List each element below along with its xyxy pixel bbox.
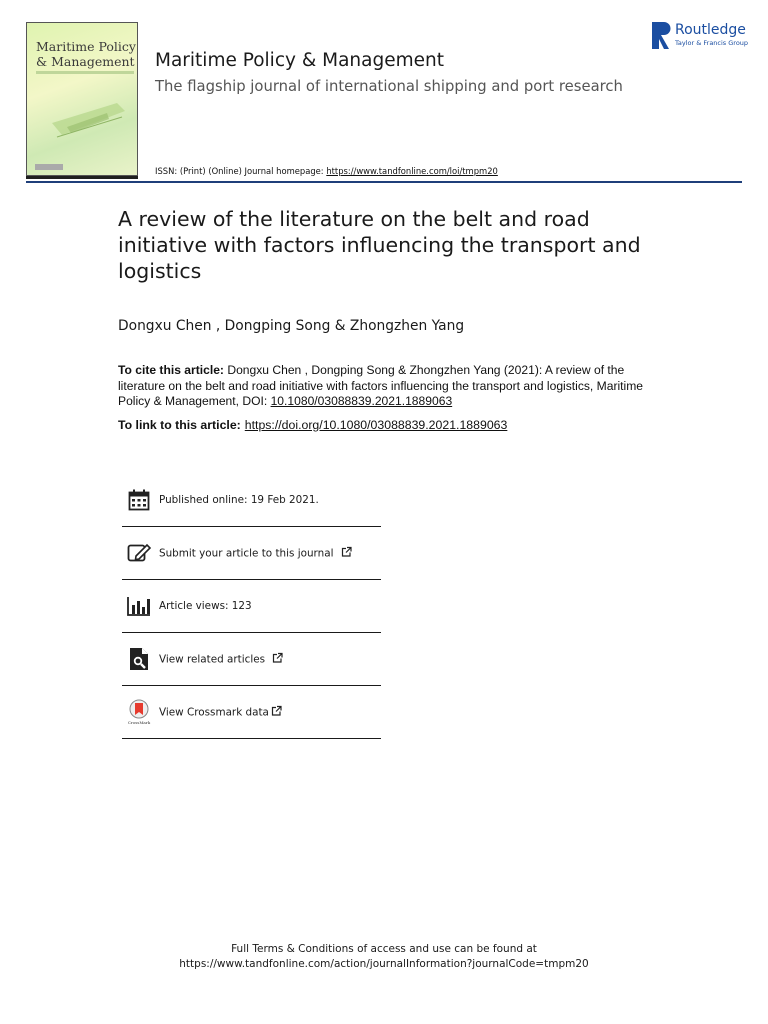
routledge-logo [652,20,752,52]
journal-title: Maritime Policy & Management [155,50,444,71]
submit-article-row[interactable] [122,527,381,580]
header-divider [26,181,742,183]
submit-article-link[interactable] [159,547,352,560]
cover-top-bar [31,28,133,32]
publisher-group: Taylor & Francis Group [675,39,749,47]
cover-title [36,39,136,69]
published-date: Published online: 19 Feb 2021. [159,494,319,506]
article-info-list [122,474,381,739]
crossmark-row[interactable] [122,686,381,739]
document-search-icon [126,646,152,672]
cover-underline [26,176,138,179]
cover-ship-illustration [47,93,127,143]
related-articles-label: View related articles [159,653,266,666]
publisher-name: Routledge [675,22,746,38]
article-authors: Dongxu Chen , Dongping Song & Zhongzhen Yang [118,318,465,334]
issn-text: ISSN: (Print) (Online) Journal homepage: [155,166,324,176]
external-link-icon [341,547,352,558]
journal-cover-image [26,22,138,176]
cover-title-line2: & Management [36,54,135,69]
crossmark-icon [126,699,152,725]
related-articles-link[interactable] [159,653,283,666]
bar-chart-icon [126,593,152,619]
related-articles-row[interactable] [122,633,381,686]
citation-text: Dongxu Chen , Dongping Song & Zhongzhen Yang (2021): A review of the literature on the belt and road initiative with factors influencing the transport and logistics, Maritime Policy & Management, DOI: [118,363,644,408]
article-doi-link[interactable]: https://doi.org/10.1080/03088839.2021.1889063 [244,418,508,432]
external-link-icon [271,706,282,717]
published-row [122,474,381,527]
footer-terms-link[interactable]: https://www.tandfonline.com/action/journalInformation?journalCode=tmpm20 [179,958,589,970]
footer-terms [0,942,768,972]
edit-icon [126,540,152,566]
citation-doi-link[interactable]: 10.1080/03088839.2021.1889063 [270,394,453,408]
link-label: To link to this article: [118,418,241,432]
submit-article-label: Submit your article to this journal [159,547,334,560]
routledge-r-icon [652,22,671,49]
crossmark-label: View Crossmark data [159,706,269,719]
crossmark-link[interactable] [159,706,282,719]
article-views: Article views: 123 [159,600,252,612]
external-link-icon [272,653,283,664]
calendar-icon [126,487,152,513]
citation-block [118,363,658,410]
journal-subtitle: The flagship journal of international shipping and port research [155,78,623,95]
article-title: A review of the literature on the belt and road initiative with factors influencing the transport and logistics [118,207,641,283]
cover-subtitle-bar [36,71,134,74]
issn-line [155,166,498,176]
cover-publisher-logo [35,164,63,170]
cover-title-line1: Maritime Policy [36,39,136,54]
footer-line1: Full Terms & Conditions of access and use can be found at [231,943,537,955]
citation-label: To cite this article: [118,363,224,377]
journal-homepage-link[interactable]: https://www.tandfonline.com/loi/tmpm20 [326,166,498,176]
article-views-row [122,580,381,633]
article-link-block [118,418,678,432]
crossmark-logo-text: CrossMark [127,720,151,725]
